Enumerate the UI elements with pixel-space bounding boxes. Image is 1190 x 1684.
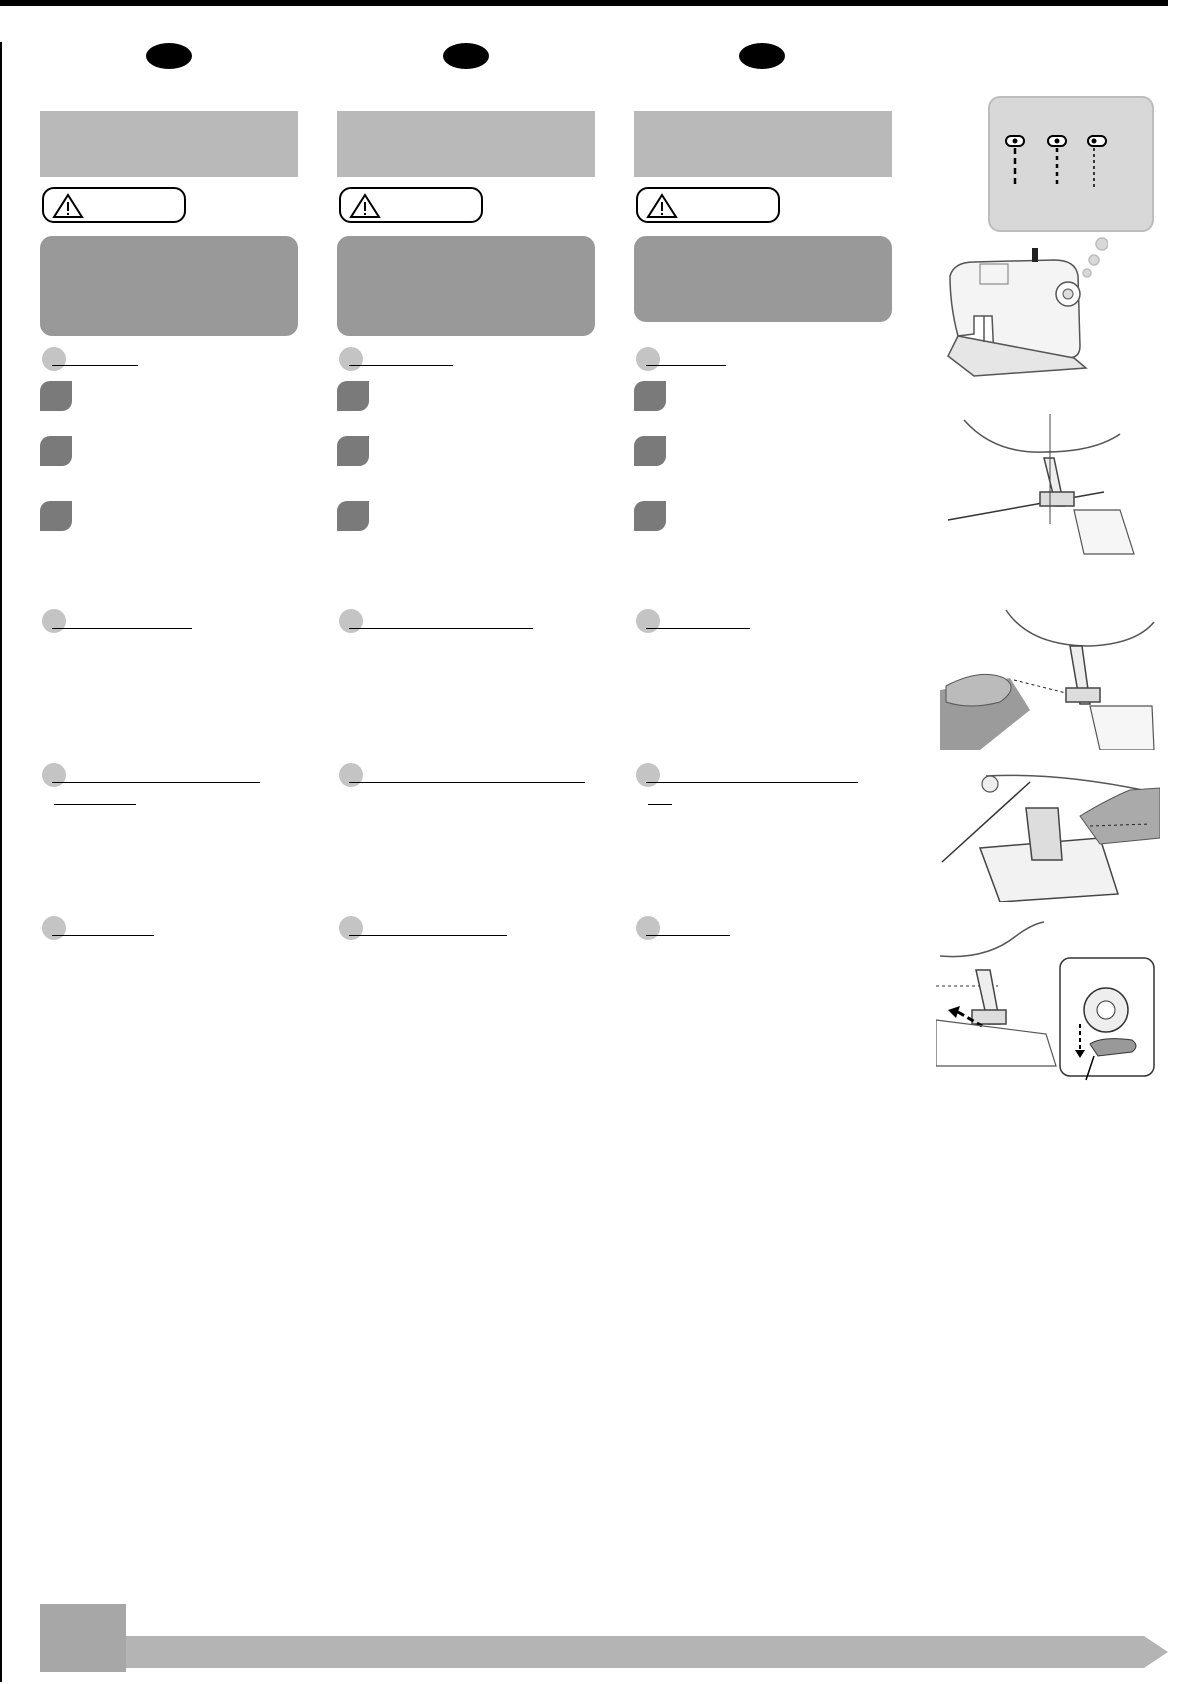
column-title xyxy=(40,111,298,177)
fabric-guiding-illustration xyxy=(940,606,1156,750)
step-number-1 xyxy=(337,381,369,411)
section-heading-underline xyxy=(646,935,730,936)
section-bullet xyxy=(636,609,660,633)
step-number-1 xyxy=(634,381,666,411)
section-bullet xyxy=(339,916,363,940)
step-number-1 xyxy=(40,381,72,411)
presser-foot-closeup-illustration xyxy=(944,414,1138,556)
step-number-3 xyxy=(40,501,72,531)
section-heading-underline xyxy=(52,935,154,936)
warning-box xyxy=(40,236,298,336)
section-bullet xyxy=(636,916,660,940)
needle-position-callout xyxy=(988,96,1154,232)
section-heading-underline xyxy=(349,628,533,629)
section-bullet xyxy=(339,347,363,371)
section-bullet xyxy=(42,916,66,940)
column-title xyxy=(634,111,892,177)
section-bullet xyxy=(636,347,660,371)
section-bullet xyxy=(42,763,66,787)
warning-box xyxy=(634,236,892,322)
section-heading-underline xyxy=(349,365,453,366)
needle-position-icon xyxy=(990,98,1152,230)
section-heading-underline xyxy=(349,935,507,936)
section-bullet xyxy=(42,347,66,371)
warning-triangle-icon xyxy=(52,193,84,219)
section-bullet xyxy=(339,609,363,633)
warning-box xyxy=(337,236,595,336)
step-number-2 xyxy=(634,436,666,466)
section-heading-underline xyxy=(54,804,136,805)
needle-plate-illustration xyxy=(940,768,1160,902)
sewing-machine-illustration xyxy=(944,246,1094,386)
section-heading-underline xyxy=(646,365,726,366)
language-column-2 xyxy=(337,0,595,1000)
section-heading-underline xyxy=(52,628,192,629)
section-heading-underline xyxy=(349,782,585,783)
step-number-2 xyxy=(40,436,72,466)
caution-label xyxy=(42,187,186,223)
language-column-1 xyxy=(40,0,298,1000)
section-heading-underline xyxy=(52,782,260,783)
section-heading-underline xyxy=(648,804,672,805)
caution-label xyxy=(339,187,483,223)
warning-triangle-icon xyxy=(349,193,381,219)
section-heading-underline xyxy=(646,782,858,783)
section-heading-underline xyxy=(646,628,750,629)
section-bullet xyxy=(636,763,660,787)
step-number-3 xyxy=(337,501,369,531)
reverse-stitch-illustration xyxy=(936,920,1158,1082)
left-margin-rule xyxy=(0,42,2,1682)
caution-label xyxy=(636,187,780,223)
column-title xyxy=(337,111,595,177)
warning-triangle-icon xyxy=(646,193,678,219)
section-heading-underline xyxy=(52,365,138,366)
language-column-3 xyxy=(634,0,892,1000)
step-number-2 xyxy=(337,436,369,466)
footer-section-bar xyxy=(40,1632,1168,1672)
section-bullet xyxy=(42,609,66,633)
section-bullet xyxy=(339,763,363,787)
step-number-3 xyxy=(634,501,666,531)
